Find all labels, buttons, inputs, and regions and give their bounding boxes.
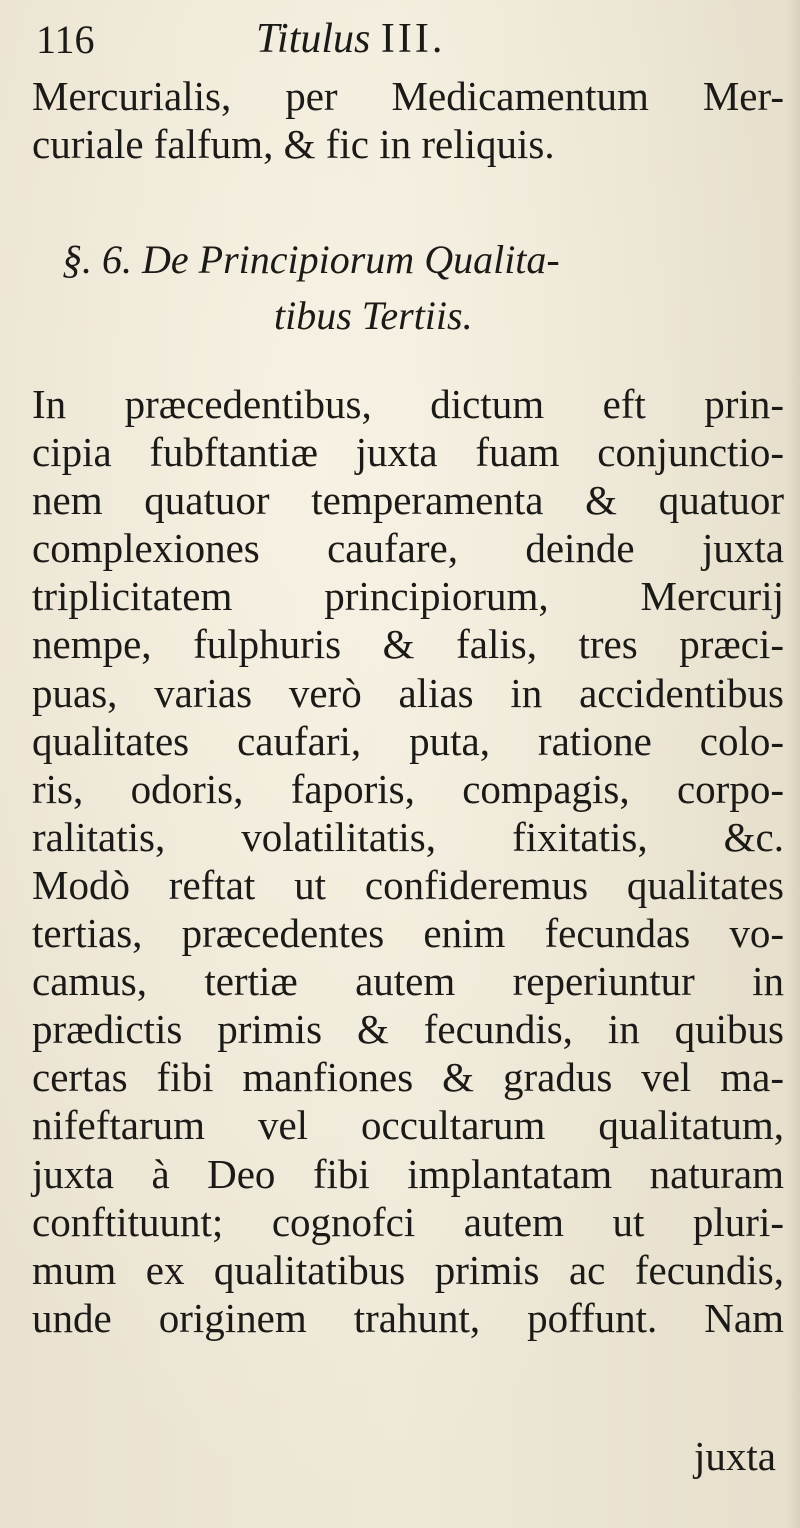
paragraph-line: mum ex qualitatibus primis ac fecundis,	[32, 1246, 784, 1293]
section-heading-line: tibus Tertiis.	[274, 293, 473, 338]
paragraph-line: prædictis primis & fecundis, in quibus	[32, 1006, 784, 1053]
paragraph-line: unde originem trahunt, poffunt. Nam	[32, 1294, 784, 1341]
section-heading	[0, 232, 800, 344]
paragraph-line: ralitatis, volatilitatis, fixitatis, &c.	[32, 813, 784, 860]
running-title-word: Titulus	[256, 16, 371, 62]
paragraph-line: nem quatuor temperamenta & quatuor	[32, 477, 784, 524]
text-line: curiale falfum, & fic in reliquis.	[32, 121, 555, 168]
paragraph-line: certas fibi manfiones & gradus vel ma-	[32, 1054, 784, 1101]
page-gutter-shadow	[786, 0, 800, 1528]
paragraph-line: puas, varias verò alias in accidentibus	[32, 669, 784, 716]
paragraph-line: In præcedentibus, dictum eft prin-	[32, 381, 784, 427]
body-paragraph	[32, 380, 784, 1342]
page-number: 116	[36, 17, 95, 62]
running-title-numeral: III.	[380, 16, 446, 62]
paragraph-line: triplicitatem principiorum, Mercurij	[32, 573, 784, 620]
paragraph-line: tertias, præcedentes enim fecundas vo-	[32, 910, 784, 957]
paragraph-line: nempe, fulphuris & falis, tres præci-	[32, 621, 784, 668]
paragraph-line: conftituunt; cognofci autem ut pluri-	[32, 1198, 784, 1245]
catchword: juxta	[694, 1433, 776, 1479]
paragraph-line: nifeftarum vel occultarum qualitatum,	[32, 1102, 784, 1149]
paragraph-line: complexiones caufare, deinde juxta	[32, 525, 784, 572]
section-heading-line: §. 6. De Principiorum Qualita-	[62, 237, 560, 282]
page-header	[36, 14, 756, 64]
text-line: Mercurialis, per Medicamentum Mer-	[32, 73, 784, 119]
paragraph-line: camus, tertiæ autem reperiuntur in	[32, 958, 784, 1005]
paragraph-line: ris, odoris, faporis, compagis, corpo-	[32, 765, 784, 812]
paragraph-line: qualitates caufari, puta, ratione colo-	[32, 717, 784, 764]
paragraph-line: juxta à Deo fibi implantatam naturam	[32, 1150, 784, 1197]
paragraph-line: cipia fubftantiæ juxta fuam conjunctio-	[32, 429, 784, 476]
running-title	[256, 16, 445, 62]
paragraph-line: Modò reftat ut confideremus qualitates	[32, 861, 784, 908]
continuation-text	[32, 72, 784, 168]
